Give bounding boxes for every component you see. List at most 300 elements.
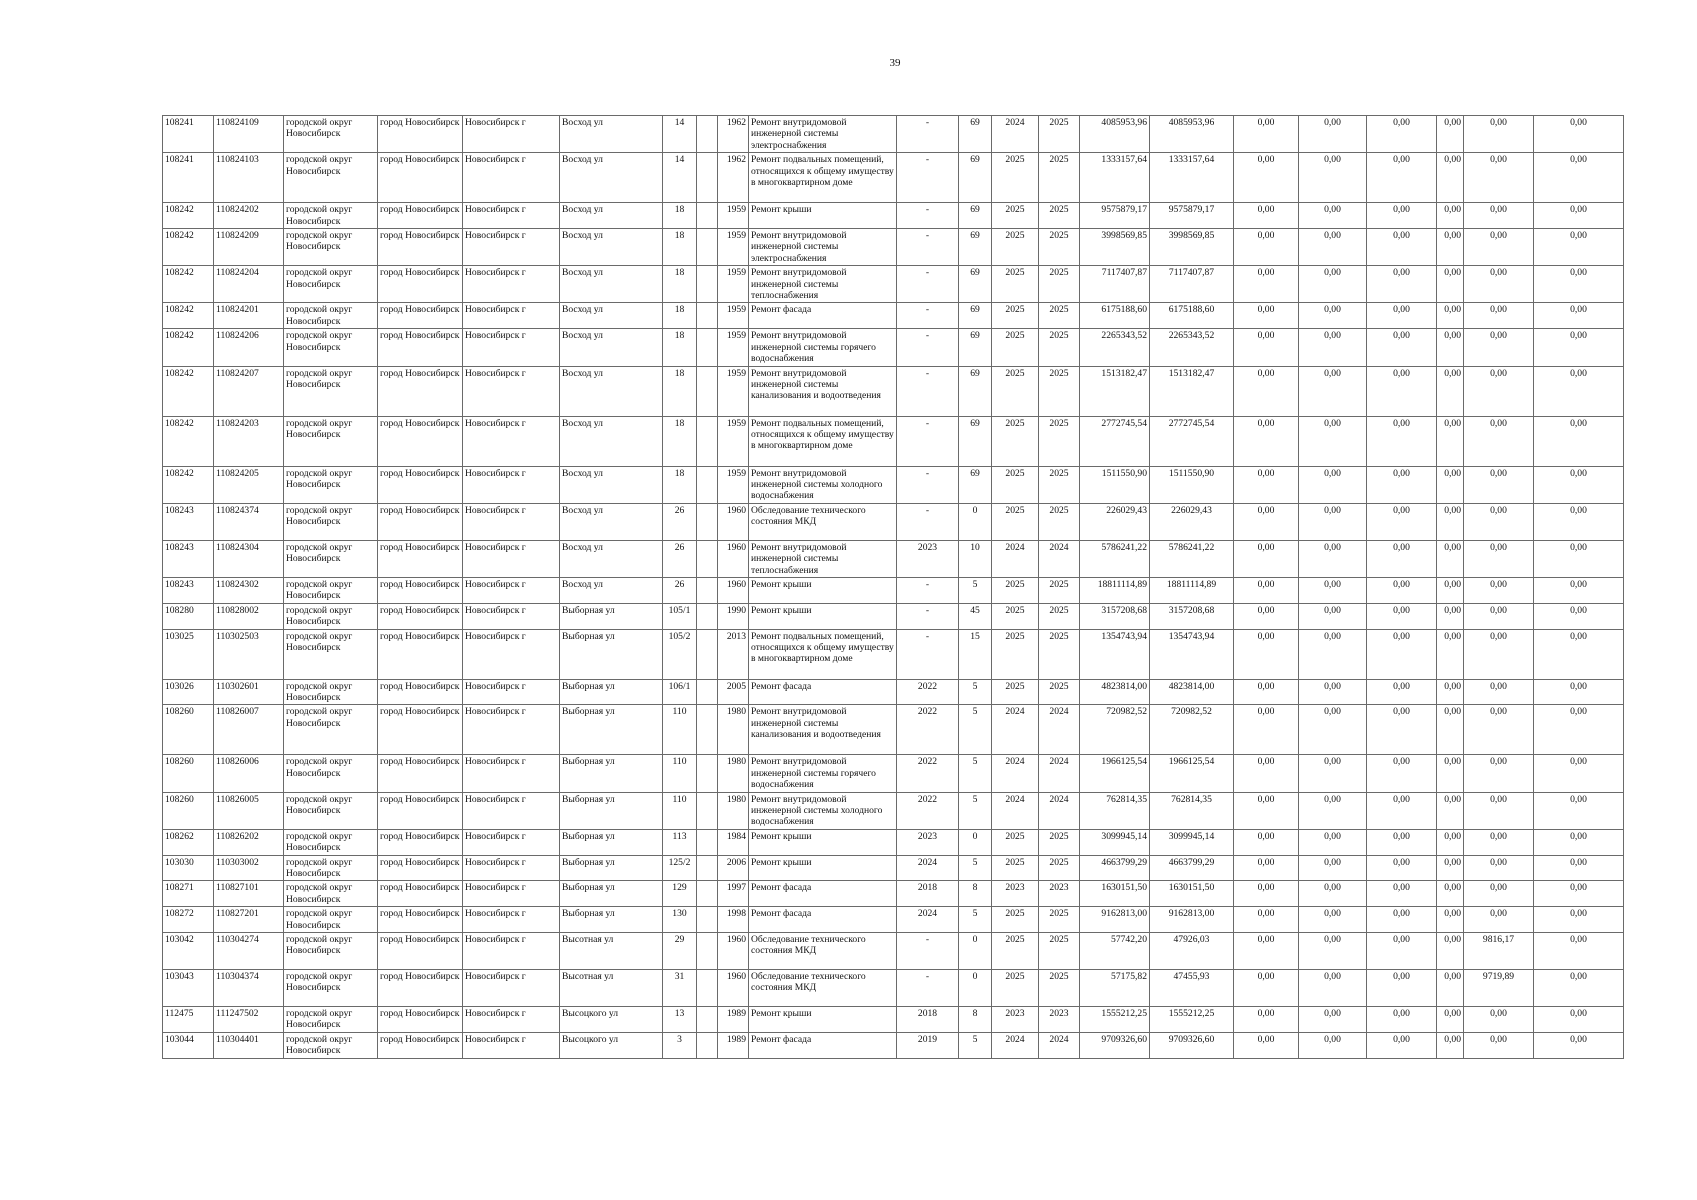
cell-plan-end-year: 2025 [1039, 329, 1080, 366]
cell-value-5: 0,00 [1464, 329, 1534, 366]
cell-value-1: 0,00 [1234, 679, 1299, 705]
cell-value-1: 0,00 [1234, 366, 1299, 416]
cell-value-4: 0,00 [1437, 705, 1464, 755]
cell-district: городской округ Новосибирск [284, 603, 378, 629]
cell-wear-percent: 69 [959, 266, 992, 303]
cell-plan-start-year: 2025 [992, 466, 1039, 503]
cell-district: городской округ Новосибирск [284, 705, 378, 755]
cell-value-4: 0,00 [1437, 416, 1464, 466]
cell-value-2: 0,00 [1299, 792, 1367, 829]
cell-total-cost: 226029,43 [1080, 503, 1150, 540]
cell-work-code: 110302503 [214, 629, 284, 679]
cell-value-5: 0,00 [1464, 266, 1534, 303]
cell-settlement: город Новосибирск [378, 603, 463, 629]
cell-blank [697, 933, 718, 970]
cell-value-6: 0,00 [1534, 153, 1624, 203]
cell-house-number: 113 [663, 829, 697, 855]
table-row [163, 829, 1624, 855]
cell-street: Выборная ул [560, 855, 663, 881]
cell-work-code: 110827101 [214, 881, 284, 907]
cell-value-3: 0,00 [1367, 970, 1437, 1007]
cell-work-code: 110824205 [214, 466, 284, 503]
cell-work-code: 110826005 [214, 792, 284, 829]
cell-total-cost: 1630151,50 [1080, 881, 1150, 907]
cell-build-year: 1980 [718, 792, 749, 829]
cell-house-id: 108242 [163, 229, 214, 266]
cell-plan-start-year: 2025 [992, 577, 1039, 603]
cell-value-5: 0,00 [1464, 366, 1534, 416]
cell-district: городской округ Новосибирск [284, 366, 378, 416]
cell-value-3: 0,00 [1367, 907, 1437, 933]
cell-house-number: 106/1 [663, 679, 697, 705]
cell-house-number: 110 [663, 755, 697, 792]
cell-value-5: 0,00 [1464, 229, 1534, 266]
cell-value-4: 0,00 [1437, 540, 1464, 577]
cell-plan-start-year: 2023 [992, 1007, 1039, 1033]
cell-value-1: 0,00 [1234, 603, 1299, 629]
table-row [163, 1007, 1624, 1033]
cell-work-type: Ремонт крыши [749, 603, 897, 629]
cell-plan-start-year: 2025 [992, 503, 1039, 540]
cell-total-cost: 57175,82 [1080, 970, 1150, 1007]
cell-total-cost: 1966125,54 [1080, 755, 1150, 792]
cell-plan-start-year: 2025 [992, 907, 1039, 933]
cell-plan-start-year: 2024 [992, 705, 1039, 755]
cell-plan-start-year: 2025 [992, 629, 1039, 679]
cell-value-6: 0,00 [1534, 1007, 1624, 1033]
cell-prev-repair-year: - [897, 303, 959, 329]
cell-city: Новосибирск г [463, 153, 560, 203]
cell-build-year: 1997 [718, 881, 749, 907]
table-row [163, 466, 1624, 503]
cell-plan-end-year: 2025 [1039, 153, 1080, 203]
cell-value-4: 0,00 [1437, 577, 1464, 603]
cell-value-6: 0,00 [1534, 792, 1624, 829]
cell-value-1: 0,00 [1234, 466, 1299, 503]
cell-plan-end-year: 2024 [1039, 792, 1080, 829]
cell-street: Восход ул [560, 577, 663, 603]
cell-fund-cost: 1555212,25 [1150, 1007, 1234, 1033]
cell-value-3: 0,00 [1367, 629, 1437, 679]
cell-work-type: Ремонт внутридомовой инженерной системы горячего водоснабжения [749, 329, 897, 366]
cell-value-6: 0,00 [1534, 907, 1624, 933]
cell-total-cost: 3998569,85 [1080, 229, 1150, 266]
cell-prev-repair-year: - [897, 366, 959, 416]
cell-wear-percent: 5 [959, 907, 992, 933]
cell-total-cost: 4663799,29 [1080, 855, 1150, 881]
cell-value-2: 0,00 [1299, 755, 1367, 792]
cell-work-type: Ремонт внутридомовой инженерной системы холодного водоснабжения [749, 792, 897, 829]
cell-build-year: 1959 [718, 329, 749, 366]
cell-plan-start-year: 2025 [992, 153, 1039, 203]
cell-build-year: 1959 [718, 266, 749, 303]
cell-settlement: город Новосибирск [378, 303, 463, 329]
cell-value-3: 0,00 [1367, 1032, 1437, 1058]
cell-house-number: 18 [663, 203, 697, 229]
cell-total-cost: 6175188,60 [1080, 303, 1150, 329]
cell-settlement: город Новосибирск [378, 907, 463, 933]
cell-plan-start-year: 2023 [992, 881, 1039, 907]
cell-wear-percent: 45 [959, 603, 992, 629]
cell-total-cost: 1354743,94 [1080, 629, 1150, 679]
cell-blank [697, 907, 718, 933]
cell-value-5: 0,00 [1464, 466, 1534, 503]
cell-work-code: 110824207 [214, 366, 284, 416]
cell-blank [697, 540, 718, 577]
cell-value-1: 0,00 [1234, 203, 1299, 229]
cell-street: Выборная ул [560, 881, 663, 907]
table-row [163, 907, 1624, 933]
cell-plan-end-year: 2025 [1039, 603, 1080, 629]
cell-house-id: 108260 [163, 792, 214, 829]
cell-value-2: 0,00 [1299, 970, 1367, 1007]
cell-settlement: город Новосибирск [378, 792, 463, 829]
cell-district: городской округ Новосибирск [284, 970, 378, 1007]
cell-settlement: город Новосибирск [378, 116, 463, 153]
cell-build-year: 1959 [718, 366, 749, 416]
cell-district: городской округ Новосибирск [284, 933, 378, 970]
cell-value-1: 0,00 [1234, 153, 1299, 203]
cell-value-3: 0,00 [1367, 116, 1437, 153]
cell-wear-percent: 5 [959, 577, 992, 603]
cell-plan-end-year: 2025 [1039, 303, 1080, 329]
cell-district: городской округ Новосибирск [284, 829, 378, 855]
cell-wear-percent: 5 [959, 792, 992, 829]
cell-work-code: 110824206 [214, 329, 284, 366]
cell-wear-percent: 69 [959, 329, 992, 366]
cell-value-5: 0,00 [1464, 1007, 1534, 1033]
cell-house-number: 125/2 [663, 855, 697, 881]
cell-house-id: 108242 [163, 203, 214, 229]
cell-value-2: 0,00 [1299, 679, 1367, 705]
cell-plan-start-year: 2025 [992, 933, 1039, 970]
cell-total-cost: 9575879,17 [1080, 203, 1150, 229]
cell-value-2: 0,00 [1299, 466, 1367, 503]
cell-district: городской округ Новосибирск [284, 679, 378, 705]
cell-work-type: Ремонт фасада [749, 907, 897, 933]
cell-prev-repair-year: 2022 [897, 755, 959, 792]
table-row [163, 266, 1624, 303]
cell-value-4: 0,00 [1437, 1032, 1464, 1058]
table-row [163, 705, 1624, 755]
cell-prev-repair-year: 2018 [897, 881, 959, 907]
cell-house-id: 103030 [163, 855, 214, 881]
cell-value-1: 0,00 [1234, 329, 1299, 366]
cell-plan-start-year: 2025 [992, 603, 1039, 629]
cell-value-1: 0,00 [1234, 792, 1299, 829]
cell-fund-cost: 1630151,50 [1150, 881, 1234, 907]
cell-fund-cost: 762814,35 [1150, 792, 1234, 829]
cell-city: Новосибирск г [463, 116, 560, 153]
cell-house-number: 26 [663, 577, 697, 603]
cell-value-5: 0,00 [1464, 792, 1534, 829]
cell-work-code: 110824374 [214, 503, 284, 540]
cell-value-6: 0,00 [1534, 855, 1624, 881]
cell-value-6: 0,00 [1534, 933, 1624, 970]
cell-city: Новосибирск г [463, 1007, 560, 1033]
cell-district: городской округ Новосибирск [284, 540, 378, 577]
cell-value-2: 0,00 [1299, 329, 1367, 366]
cell-house-id: 108242 [163, 366, 214, 416]
cell-work-type: Обследование технического состояния МКД [749, 933, 897, 970]
cell-house-number: 18 [663, 266, 697, 303]
cell-value-6: 0,00 [1534, 366, 1624, 416]
cell-prev-repair-year: - [897, 466, 959, 503]
cell-value-1: 0,00 [1234, 629, 1299, 679]
table-row [163, 933, 1624, 970]
cell-value-3: 0,00 [1367, 603, 1437, 629]
cell-total-cost: 18811114,89 [1080, 577, 1150, 603]
cell-work-type: Ремонт внутридомовой инженерной системы холодного водоснабжения [749, 466, 897, 503]
cell-work-code: 110824103 [214, 153, 284, 203]
cell-prev-repair-year: - [897, 970, 959, 1007]
cell-value-1: 0,00 [1234, 266, 1299, 303]
cell-blank [697, 603, 718, 629]
cell-value-6: 0,00 [1534, 503, 1624, 540]
cell-city: Новосибирск г [463, 907, 560, 933]
cell-blank [697, 329, 718, 366]
cell-value-4: 0,00 [1437, 907, 1464, 933]
cell-city: Новосибирск г [463, 466, 560, 503]
cell-work-type: Ремонт крыши [749, 203, 897, 229]
cell-work-code: 110304401 [214, 1032, 284, 1058]
cell-value-3: 0,00 [1367, 466, 1437, 503]
table-row [163, 203, 1624, 229]
cell-value-6: 0,00 [1534, 577, 1624, 603]
cell-city: Новосибирск г [463, 705, 560, 755]
cell-city: Новосибирск г [463, 203, 560, 229]
cell-house-id: 108243 [163, 540, 214, 577]
cell-value-5: 0,00 [1464, 881, 1534, 907]
cell-value-4: 0,00 [1437, 679, 1464, 705]
cell-total-cost: 4085953,96 [1080, 116, 1150, 153]
cell-build-year: 1960 [718, 503, 749, 540]
cell-work-code: 110302601 [214, 679, 284, 705]
cell-value-4: 0,00 [1437, 829, 1464, 855]
cell-build-year: 1989 [718, 1007, 749, 1033]
cell-street: Выборная ул [560, 629, 663, 679]
cell-blank [697, 792, 718, 829]
cell-total-cost: 3099945,14 [1080, 829, 1150, 855]
cell-plan-end-year: 2025 [1039, 907, 1080, 933]
cell-wear-percent: 69 [959, 416, 992, 466]
cell-wear-percent: 5 [959, 1032, 992, 1058]
cell-work-code: 110303002 [214, 855, 284, 881]
cell-work-code: 111247502 [214, 1007, 284, 1033]
cell-value-4: 0,00 [1437, 629, 1464, 679]
cell-value-2: 0,00 [1299, 416, 1367, 466]
cell-house-id: 108242 [163, 466, 214, 503]
cell-fund-cost: 6175188,60 [1150, 303, 1234, 329]
cell-value-4: 0,00 [1437, 366, 1464, 416]
cell-value-4: 0,00 [1437, 970, 1464, 1007]
cell-street: Выборная ул [560, 705, 663, 755]
cell-settlement: город Новосибирск [378, 366, 463, 416]
cell-build-year: 1959 [718, 303, 749, 329]
cell-prev-repair-year: - [897, 153, 959, 203]
cell-street: Восход ул [560, 229, 663, 266]
cell-house-number: 18 [663, 416, 697, 466]
cell-blank [697, 970, 718, 1007]
cell-street: Восход ул [560, 116, 663, 153]
cell-build-year: 1980 [718, 705, 749, 755]
table-row [163, 577, 1624, 603]
cell-blank [697, 203, 718, 229]
table-row [163, 881, 1624, 907]
cell-fund-cost: 9709326,60 [1150, 1032, 1234, 1058]
cell-prev-repair-year: 2024 [897, 907, 959, 933]
cell-city: Новосибирск г [463, 229, 560, 266]
cell-fund-cost: 3157208,68 [1150, 603, 1234, 629]
cell-prev-repair-year: 2023 [897, 540, 959, 577]
cell-wear-percent: 69 [959, 466, 992, 503]
cell-house-number: 18 [663, 466, 697, 503]
cell-value-1: 0,00 [1234, 229, 1299, 266]
cell-value-6: 0,00 [1534, 466, 1624, 503]
cell-build-year: 1960 [718, 540, 749, 577]
cell-value-4: 0,00 [1437, 303, 1464, 329]
cell-blank [697, 881, 718, 907]
cell-value-2: 0,00 [1299, 933, 1367, 970]
cell-total-cost: 720982,52 [1080, 705, 1150, 755]
cell-wear-percent: 69 [959, 116, 992, 153]
cell-value-6: 0,00 [1534, 116, 1624, 153]
cell-work-type: Ремонт крыши [749, 855, 897, 881]
page-number: 39 [889, 57, 901, 69]
cell-plan-start-year: 2025 [992, 229, 1039, 266]
cell-plan-end-year: 2025 [1039, 577, 1080, 603]
cell-house-id: 108241 [163, 153, 214, 203]
cell-work-type: Ремонт внутридомовой инженерной системы теплоснабжения [749, 540, 897, 577]
cell-value-3: 0,00 [1367, 705, 1437, 755]
cell-total-cost: 7117407,87 [1080, 266, 1150, 303]
cell-value-2: 0,00 [1299, 303, 1367, 329]
cell-street: Восход ул [560, 303, 663, 329]
cell-build-year: 2013 [718, 629, 749, 679]
cell-value-5: 0,00 [1464, 755, 1534, 792]
cell-house-id: 112475 [163, 1007, 214, 1033]
cell-house-number: 26 [663, 503, 697, 540]
cell-value-5: 0,00 [1464, 679, 1534, 705]
cell-plan-end-year: 2024 [1039, 755, 1080, 792]
cell-plan-start-year: 2025 [992, 266, 1039, 303]
cell-house-id: 108272 [163, 907, 214, 933]
cell-prev-repair-year: - [897, 203, 959, 229]
cell-work-type: Ремонт фасада [749, 303, 897, 329]
table-row [163, 366, 1624, 416]
cell-value-6: 0,00 [1534, 755, 1624, 792]
cell-prev-repair-year: 2023 [897, 829, 959, 855]
cell-house-number: 13 [663, 1007, 697, 1033]
cell-value-6: 0,00 [1534, 705, 1624, 755]
cell-wear-percent: 15 [959, 629, 992, 679]
cell-work-code: 110824204 [214, 266, 284, 303]
cell-work-code: 110304274 [214, 933, 284, 970]
cell-value-1: 0,00 [1234, 855, 1299, 881]
cell-work-code: 110824201 [214, 303, 284, 329]
cell-blank [697, 266, 718, 303]
cell-value-3: 0,00 [1367, 203, 1437, 229]
cell-house-id: 103026 [163, 679, 214, 705]
cell-settlement: город Новосибирск [378, 1032, 463, 1058]
cell-blank [697, 503, 718, 540]
cell-prev-repair-year: - [897, 229, 959, 266]
cell-city: Новосибирск г [463, 629, 560, 679]
cell-value-5: 0,00 [1464, 855, 1534, 881]
cell-prev-repair-year: 2018 [897, 1007, 959, 1033]
cell-district: городской округ Новосибирск [284, 203, 378, 229]
cell-value-3: 0,00 [1367, 540, 1437, 577]
cell-wear-percent: 5 [959, 705, 992, 755]
cell-value-2: 0,00 [1299, 503, 1367, 540]
cell-prev-repair-year: 2024 [897, 855, 959, 881]
cell-work-code: 110824202 [214, 203, 284, 229]
cell-value-2: 0,00 [1299, 153, 1367, 203]
cell-plan-end-year: 2024 [1039, 1032, 1080, 1058]
cell-wear-percent: 69 [959, 153, 992, 203]
cell-value-6: 0,00 [1534, 629, 1624, 679]
cell-work-type: Ремонт фасада [749, 679, 897, 705]
cell-value-5: 0,00 [1464, 416, 1534, 466]
cell-build-year: 1960 [718, 970, 749, 1007]
cell-fund-cost: 1966125,54 [1150, 755, 1234, 792]
cell-value-3: 0,00 [1367, 266, 1437, 303]
cell-work-type: Обследование технического состояния МКД [749, 970, 897, 1007]
cell-build-year: 1990 [718, 603, 749, 629]
cell-blank [697, 229, 718, 266]
cell-house-id: 108242 [163, 329, 214, 366]
cell-build-year: 1962 [718, 116, 749, 153]
cell-build-year: 1959 [718, 416, 749, 466]
cell-value-1: 0,00 [1234, 881, 1299, 907]
cell-city: Новосибирск г [463, 266, 560, 303]
cell-district: городской округ Новосибирск [284, 1007, 378, 1033]
cell-value-4: 0,00 [1437, 603, 1464, 629]
cell-value-6: 0,00 [1534, 229, 1624, 266]
cell-value-3: 0,00 [1367, 1007, 1437, 1033]
cell-fund-cost: 47926,03 [1150, 933, 1234, 970]
cell-blank [697, 679, 718, 705]
cell-plan-start-year: 2024 [992, 755, 1039, 792]
cell-value-6: 0,00 [1534, 266, 1624, 303]
cell-city: Новосибирск г [463, 503, 560, 540]
cell-house-number: 129 [663, 881, 697, 907]
cell-value-2: 0,00 [1299, 629, 1367, 679]
cell-fund-cost: 3998569,85 [1150, 229, 1234, 266]
cell-city: Новосибирск г [463, 679, 560, 705]
cell-work-type: Ремонт внутридомовой инженерной системы канализования и водоотведения [749, 705, 897, 755]
cell-house-number: 130 [663, 907, 697, 933]
cell-value-5: 0,00 [1464, 705, 1534, 755]
cell-prev-repair-year: 2022 [897, 792, 959, 829]
cell-prev-repair-year: - [897, 416, 959, 466]
cell-wear-percent: 69 [959, 303, 992, 329]
cell-settlement: город Новосибирск [378, 503, 463, 540]
cell-value-4: 0,00 [1437, 1007, 1464, 1033]
cell-district: городской округ Новосибирск [284, 116, 378, 153]
cell-value-6: 0,00 [1534, 303, 1624, 329]
cell-fund-cost: 226029,43 [1150, 503, 1234, 540]
cell-city: Новосибирск г [463, 829, 560, 855]
cell-settlement: город Новосибирск [378, 540, 463, 577]
table-row [163, 303, 1624, 329]
cell-build-year: 1980 [718, 755, 749, 792]
cell-plan-end-year: 2025 [1039, 266, 1080, 303]
cell-plan-end-year: 2025 [1039, 466, 1080, 503]
cell-fund-cost: 2265343,52 [1150, 329, 1234, 366]
cell-blank [697, 755, 718, 792]
cell-settlement: город Новосибирск [378, 679, 463, 705]
